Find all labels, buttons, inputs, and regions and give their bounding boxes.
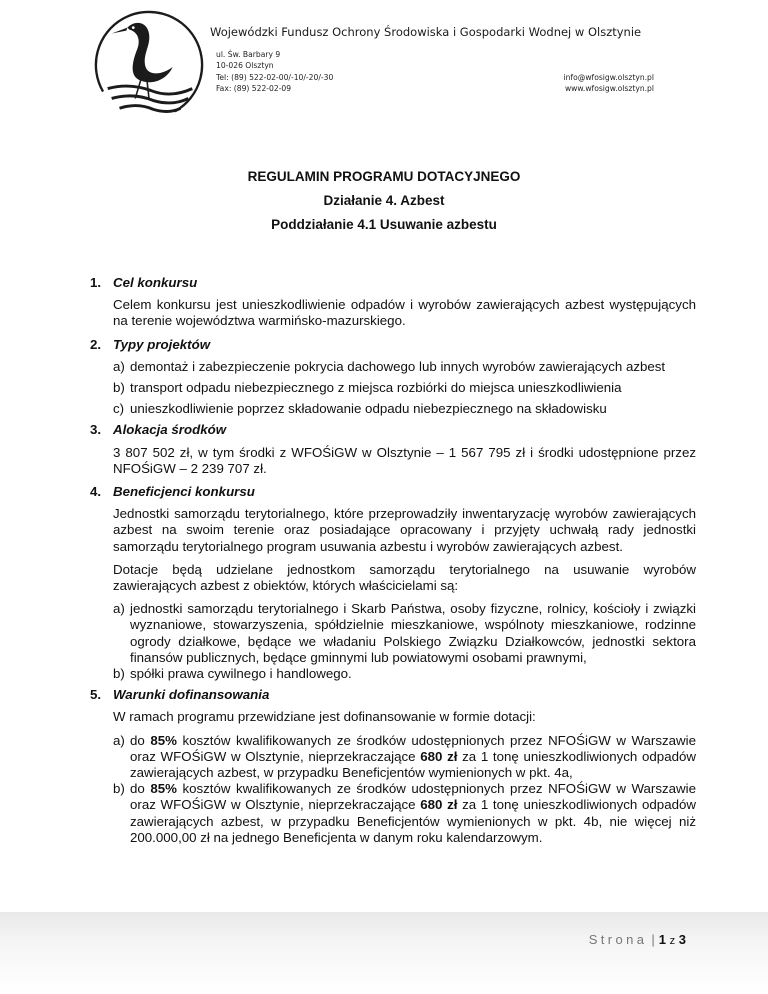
tel: Tel: (89) 522-02-00/-10/-20/-30 (216, 72, 334, 82)
page-footer (589, 932, 686, 947)
section-number: 3. (90, 422, 102, 438)
list-label: c) (113, 401, 125, 417)
section-number: 5. (90, 687, 102, 703)
section-paragraph: 3 807 502 zł, w tym środki z WFOŚiGW w Olsztynie – 1 567 795 zł i środki udostępnione przez NFOŚiGW – 2 239 707 zł. (113, 444, 696, 476)
list-item (113, 401, 696, 417)
action-title: Działanie 4. Azbest (323, 193, 445, 208)
document-title: REGULAMIN PROGRAMU DOTACYJNEGO (247, 169, 521, 184)
percent-value: 85% (150, 732, 177, 748)
section-heading: Beneficjenci konkursu (113, 484, 255, 500)
list-text: jednostki samorządu terytorialnego i Skarb Państwa, osoby fizyczne, rolnicy, kościoły i związki wyznaniowe, stowarzyszenia, spółdzielnie mieszkaniowe, wspólnoty mieszkaniowe, rodzinne ogrody działkowe, będące we władaniu Polskiego Związku Działkowców, jednostki sektora finansów publicznych, będące gminnymi lub powiatowymi osobami prawnymi, (130, 601, 696, 665)
list-item (113, 733, 696, 782)
list-text-mid: kosztów kwalifikowanych ze środków udostępnionych przez NFOŚiGW w Warszawie oraz WFOŚiGW w Olsztynie, nieprzekraczające (130, 781, 696, 813)
list-text: spółki prawa cywilnego i handlowego. (130, 666, 352, 682)
amount-value: 680 zł (420, 797, 458, 813)
contact-block (563, 72, 654, 95)
section-heading: Warunki dofinansowania (113, 687, 270, 703)
list-text-pre: do (130, 781, 151, 797)
list-item (113, 781, 696, 846)
website-link[interactable]: www.wfosigw.olsztyn.pl (564, 84, 654, 94)
section-2 (90, 337, 696, 418)
list-text-pre: do (130, 732, 151, 748)
fax: Fax: (89) 522-02-09 (216, 83, 292, 93)
list-item (113, 359, 696, 375)
page-total: 3 (678, 932, 686, 947)
email-link[interactable]: info@wfosigw.olsztyn.pl (563, 73, 654, 82)
page-of: z (669, 935, 676, 947)
list-text: demontaż i zabezpieczenie pokrycia dachowego lub innych wyrobów zawierających azbest (130, 358, 666, 374)
section-4 (90, 484, 696, 682)
section-heading: Cel konkursu (113, 275, 198, 290)
list-item (113, 601, 696, 666)
section-number: 2. (90, 336, 102, 352)
section-paragraph: W ramach programu przewidziane jest dofinansowanie w formie dotacji: (113, 709, 536, 725)
address-city: 10-026 Olsztyn (216, 61, 274, 71)
list-item (113, 666, 696, 682)
section-heading: Typy projektów (113, 336, 211, 352)
footer-band (0, 912, 768, 994)
document-body (90, 275, 696, 851)
percent-value: 85% (150, 781, 177, 797)
section-number: 1. (90, 275, 102, 290)
list-label: b) (113, 380, 125, 396)
list-label: a) (113, 601, 125, 617)
address-street: ul. Św. Barbary 9 (216, 50, 281, 59)
section-paragraph: Celem konkursu jest unieszkodliwienie odpadów i wyrobów zawierających azbest występujących na terenie województwa warmińsko-mazurskiego. (113, 297, 696, 329)
page-separator: | (651, 932, 655, 947)
list-item (113, 380, 696, 396)
list-text-post: za 1 tonę unieszkodliwionych odpadów zawierających azbest, w przypadku Beneficjentów wymienionych w pkt. 4a, (130, 748, 696, 781)
list-text-mid: kosztów kwalifikowanych ze środków udostępnionych przez NFOŚiGW w Warszawie oraz WFOŚiGW w Olsztynie, nieprzekraczające (130, 732, 696, 764)
page-label: Strona (588, 932, 648, 947)
document-title-block (0, 165, 768, 237)
list-text-post: za 1 tonę unieszkodliwionych odpadów zawierających azbest, w przypadku Beneficjentów wymienionych w pkt. 4b, nie więcej niż 200.000,00 zł na jednego Beneficjenta w danym roku kalendarzowym. (130, 797, 696, 845)
section-number: 4. (90, 484, 102, 500)
list-text: transport odpadu niebezpiecznego z miejsca rozbiórki do miejsca unieszkodliwienia (130, 380, 622, 396)
section-1 (90, 275, 696, 330)
list-label: a) (113, 358, 125, 374)
list-label: b) (113, 781, 125, 797)
address-block (216, 49, 333, 94)
org-name: Wojewódzki Fundusz Ochrony Środowiska i Gospodarki Wodnej w Olsztynie (210, 25, 642, 39)
page-number: 1 (658, 932, 667, 947)
section-paragraph: Dotacje będą udzielane jednostkom samorządu terytorialnego na usuwanie wyrobów zawierających azbest z obiektów, których właścicielami są: (113, 561, 696, 594)
amount-value: 680 zł (420, 748, 458, 764)
list-label: a) (113, 732, 125, 748)
list-text: unieszkodliwienie poprzez składowanie odpadu niebezpiecznego na składowisku (130, 401, 607, 417)
stork-logo-icon (90, 6, 208, 124)
list-label: b) (113, 666, 125, 682)
section-paragraph: Jednostki samorządu terytorialnego, które przeprowadziły inwentaryzację wyrobów zawierających azbest na swoim terenie oraz posiadające opracowany i przyjęty uchwałą rady jednostki samorządu terytorialnego program usuwania azbestu i wyrobów zawierających azbest. (113, 506, 696, 554)
section-heading: Alokacja środków (113, 422, 227, 438)
section-3 (90, 422, 696, 477)
subaction-title: Poddziałanie 4.1 Usuwanie azbestu (271, 217, 497, 232)
section-5 (90, 687, 696, 846)
